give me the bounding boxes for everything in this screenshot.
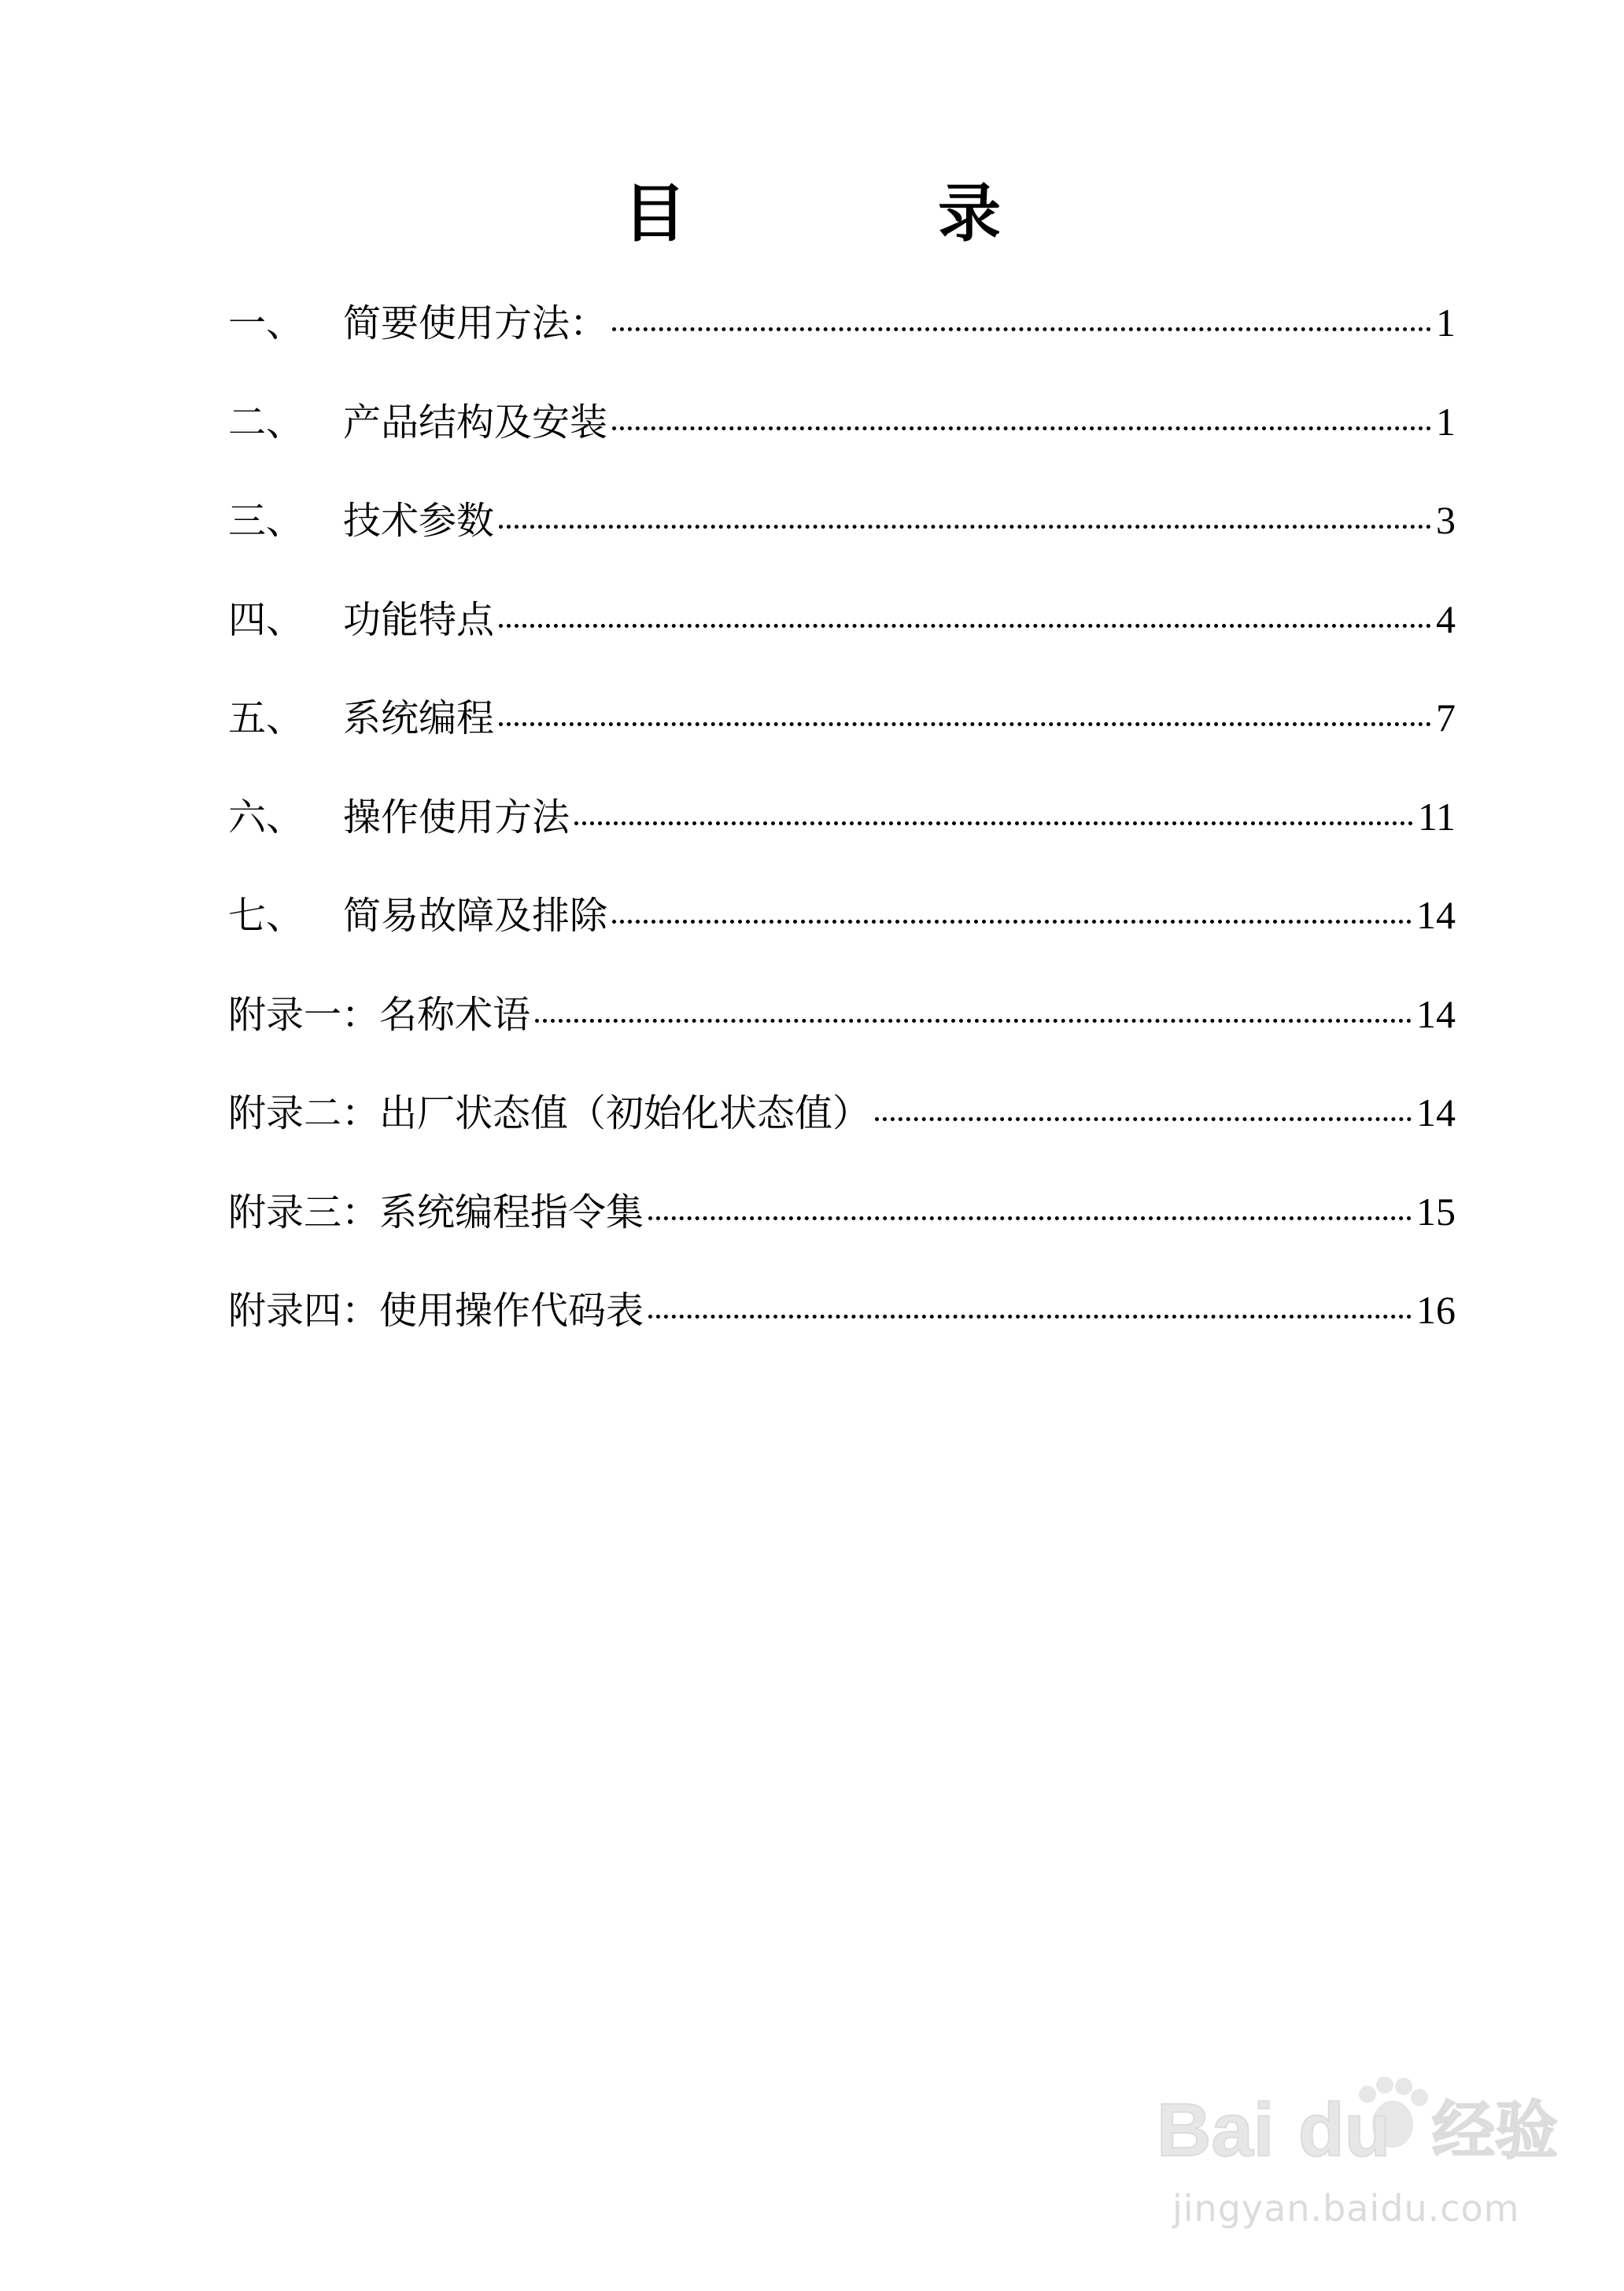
svg-text:经验: 经验 <box>1432 2094 1558 2167</box>
toc-entry-page: 1 <box>1436 301 1456 345</box>
toc-entry-title: 产品结构及安装 <box>343 400 608 445</box>
baidu-jingyan-watermark <box>1157 2046 1566 2250</box>
toc-entry <box>228 891 1456 991</box>
toc-entry <box>228 793 1456 892</box>
toc-dot-leader <box>612 920 1412 924</box>
toc-appendix-page: 15 <box>1416 1189 1456 1234</box>
toc-appendix-number: 附录二： <box>228 1091 380 1135</box>
toc-entry-number: 四、 <box>228 597 304 642</box>
toc-appendix-page: 16 <box>1416 1288 1456 1332</box>
toc-entry-number: 七、 <box>228 894 304 938</box>
toc-appendix-number: 附录三： <box>228 1190 380 1234</box>
toc-entry-number: 二、 <box>228 400 304 445</box>
svg-text:du: du <box>1298 2088 1391 2171</box>
toc-list <box>228 299 1456 1385</box>
toc-dot-leader <box>612 426 1431 430</box>
toc-dot-leader <box>535 1019 1412 1023</box>
toc-appendix-entry <box>228 1286 1456 1385</box>
toc-entry-number: 三、 <box>228 499 304 543</box>
toc-appendix-entry <box>228 991 1456 1090</box>
toc-entry-page: 4 <box>1436 596 1456 641</box>
toc-dot-leader <box>574 821 1413 825</box>
toc-entry-title: 技术参数 <box>343 499 495 543</box>
toc-appendix-title: 系统编程指令集 <box>379 1190 644 1234</box>
toc-entry-page: 1 <box>1436 399 1456 444</box>
baidu-logo-text: Bai <box>1157 2088 1275 2171</box>
toc-entry-page: 11 <box>1417 794 1456 839</box>
toc-appendix-title: 使用操作代码表 <box>379 1289 644 1333</box>
toc-dot-leader <box>499 722 1431 726</box>
toc-appendix-entry <box>228 1089 1456 1188</box>
toc-entry-title: 简易故障及排除 <box>343 894 608 938</box>
toc-appendix-entry <box>228 1188 1456 1287</box>
toc-dot-leader <box>875 1117 1412 1121</box>
toc-entry <box>228 694 1456 793</box>
toc-entry-title: 系统编程 <box>343 696 495 740</box>
baidu-logo <box>1157 2077 1566 2171</box>
toc-entry <box>228 596 1456 695</box>
toc-appendix-title: 名称术语 <box>379 992 531 1037</box>
toc-entry-page: 14 <box>1416 893 1456 937</box>
watermark-url: jingyan.baidu.com <box>1172 2187 1520 2230</box>
toc-dot-leader <box>499 525 1431 529</box>
toc-entry-number: 五、 <box>228 696 304 740</box>
toc-appendix-number: 附录四： <box>228 1289 380 1333</box>
toc-entry-title: 操作使用方法 <box>343 795 570 839</box>
toc-entry-page: 3 <box>1436 498 1456 542</box>
toc-entry <box>228 496 1456 596</box>
toc-appendix-page: 14 <box>1416 1090 1456 1134</box>
toc-dot-leader <box>648 1216 1412 1220</box>
toc-dot-leader <box>499 624 1431 628</box>
toc-appendix-number: 附录一： <box>228 992 380 1037</box>
toc-entry <box>228 299 1456 398</box>
toc-title: 目 录 <box>623 177 1095 250</box>
toc-dot-leader <box>648 1315 1412 1319</box>
toc-entry-page: 7 <box>1436 695 1456 740</box>
toc-entry-number: 六、 <box>228 795 304 839</box>
toc-dot-leader <box>612 327 1431 331</box>
toc-entry-title: 简要使用方法： <box>343 301 608 345</box>
toc-entry-number: 一、 <box>228 301 304 345</box>
toc-entry-title: 功能特点 <box>343 597 495 642</box>
toc-entry <box>228 398 1456 497</box>
toc-appendix-page: 14 <box>1416 991 1456 1036</box>
toc-appendix-title: 出厂状态值（初始化状态值） <box>379 1091 871 1135</box>
